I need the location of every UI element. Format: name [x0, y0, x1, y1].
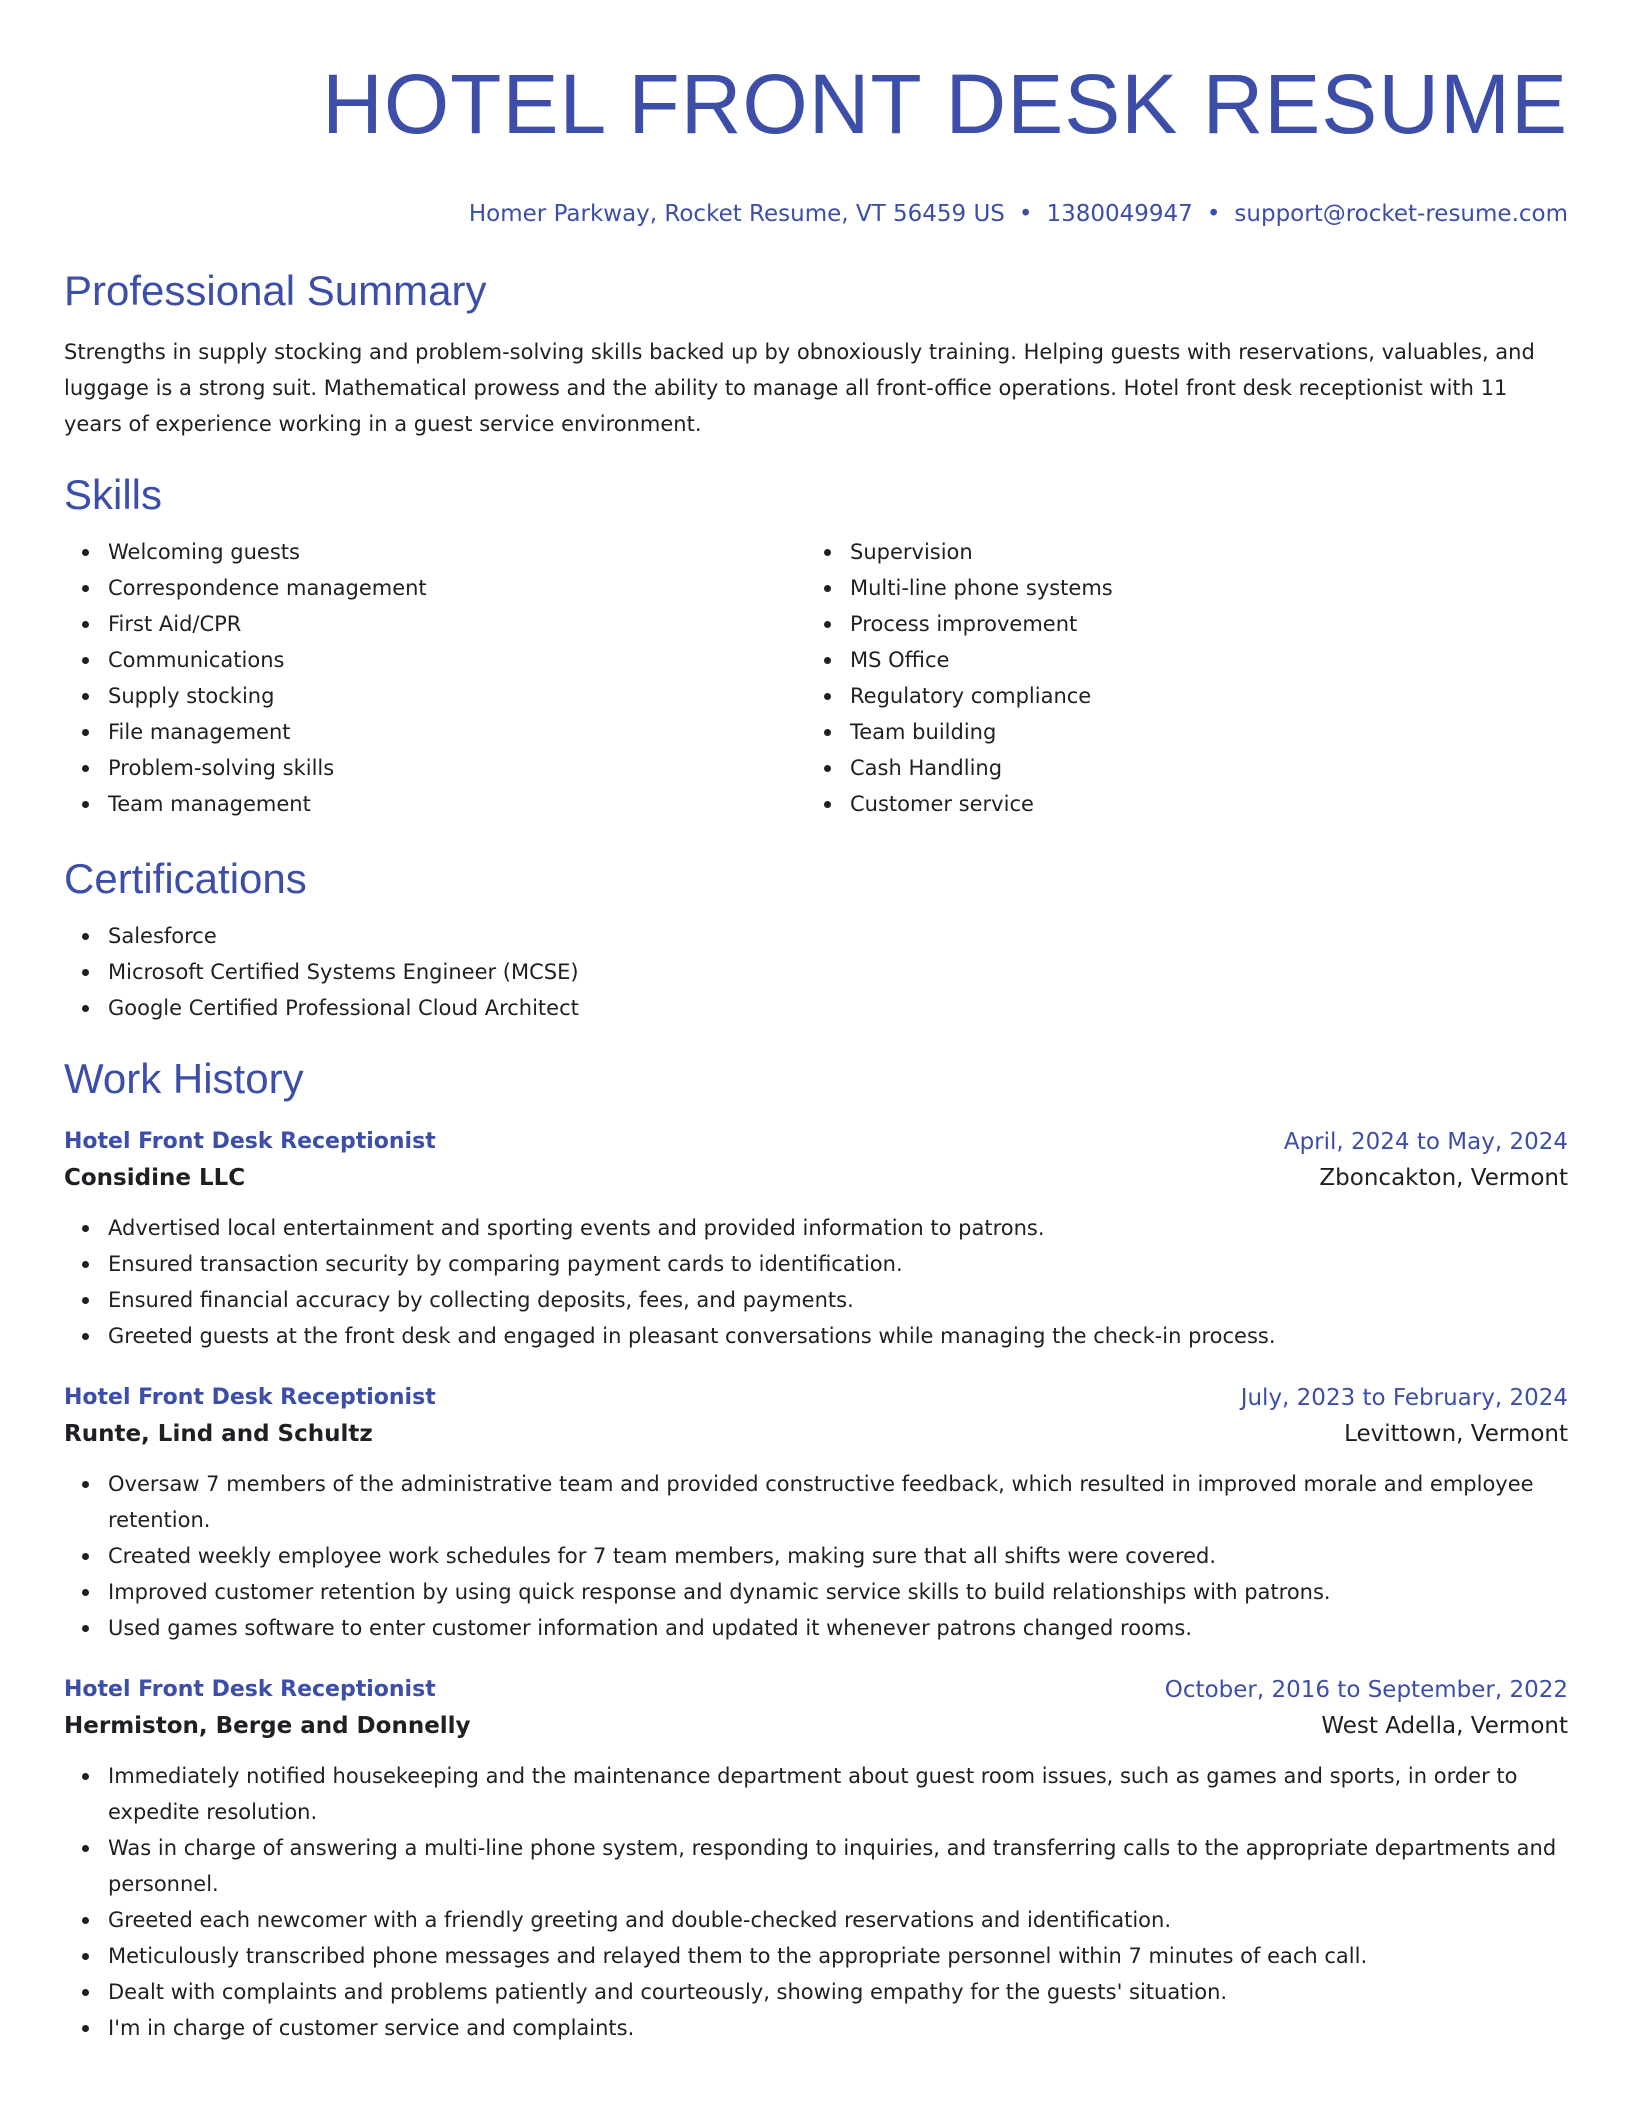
- list-item: Created weekly employee work schedules for 7 team members, making sure that all shifts were covered.: [108, 1538, 1568, 1574]
- list-item: Oversaw 7 members of the administrative team and provided constructive feedback, which resulted in improved morale and employee retention.: [108, 1466, 1568, 1538]
- job-company: Considine LLC: [64, 1165, 246, 1191]
- job-dates: July, 2023 to February, 2024: [1240, 1385, 1568, 1411]
- section-title-certifications: Certifications: [64, 855, 307, 902]
- skills-column-right: [806, 534, 1548, 822]
- list-item: Cash Handling: [850, 750, 1548, 786]
- list-item: Process improvement: [850, 606, 1548, 642]
- resume-title: HOTEL FRONT DESK RESUME: [322, 57, 1568, 151]
- list-item: Dealt with complaints and problems patiently and courteously, showing empathy for the guests' situation.: [108, 1974, 1568, 2010]
- job-company: Hermiston, Berge and Donnelly: [64, 1713, 471, 1739]
- job-company-row: [64, 1414, 1568, 1454]
- skills-grid: [64, 534, 1568, 822]
- list-item: Communications: [108, 642, 806, 678]
- skills-list-right: [806, 534, 1548, 822]
- job-company-row: [64, 1706, 1568, 1746]
- contact-address: Homer Parkway, Rocket Resume, VT 56459 US: [468, 201, 1005, 227]
- list-item: Team building: [850, 714, 1548, 750]
- list-item: Microsoft Certified Systems Engineer (MCSE): [108, 954, 1568, 990]
- job-title: Hotel Front Desk Receptionist: [64, 1129, 436, 1154]
- list-item: I'm in charge of customer service and complaints.: [108, 2010, 1568, 2046]
- job-entry: [64, 1382, 1568, 1646]
- list-item: Improved customer retention by using quick response and dynamic service skills to build relationships with patrons.: [108, 1574, 1568, 1610]
- job-header-row: [64, 1382, 1568, 1414]
- job-title: Hotel Front Desk Receptionist: [64, 1385, 436, 1410]
- contact-line: [64, 198, 1568, 230]
- skills-column-left: [64, 534, 806, 822]
- list-item: Google Certified Professional Cloud Architect: [108, 990, 1568, 1026]
- certifications-list: [64, 918, 1568, 1026]
- summary-text: Strengths in supply stocking and problem-solving skills backed up by obnoxiously training. Helping guests with reservations, valuables, and luggage is a strong suit. Mathematical prowess and the ability to manage all front-office operations. Hotel front desk receptionist with 11 years of experience working in a guest service environment.: [64, 340, 1535, 436]
- list-item: Greeted guests at the front desk and engaged in pleasant conversations while managing the check-in process.: [108, 1318, 1568, 1354]
- job-header-row: [64, 1674, 1568, 1706]
- job-entry: [64, 1126, 1568, 1354]
- contact-email: support@rocket-resume.com: [1234, 201, 1568, 227]
- list-item: Ensured financial accuracy by collecting deposits, fees, and payments.: [108, 1282, 1568, 1318]
- list-item: Multi-line phone systems: [850, 570, 1548, 606]
- list-item: Ensured transaction security by comparing payment cards to identification.: [108, 1246, 1568, 1282]
- list-item: Was in charge of answering a multi-line phone system, responding to inquiries, and transferring calls to the appropriate departments and personnel.: [108, 1830, 1568, 1902]
- job-location: Zboncakton, Vermont: [1319, 1165, 1568, 1191]
- job-bullets: [64, 1758, 1568, 2046]
- job-dates: April, 2024 to May, 2024: [1283, 1129, 1568, 1155]
- section-title-summary: Professional Summary: [64, 267, 487, 314]
- list-item: Correspondence management: [108, 570, 806, 606]
- list-item: Supply stocking: [108, 678, 806, 714]
- list-item: Customer service: [850, 786, 1548, 822]
- job-location: West Adella, Vermont: [1321, 1713, 1568, 1739]
- list-item: Advertised local entertainment and sporting events and provided information to patrons.: [108, 1210, 1568, 1246]
- job-title: Hotel Front Desk Receptionist: [64, 1677, 436, 1702]
- list-item: Supervision: [850, 534, 1548, 570]
- job-bullets: [64, 1466, 1568, 1646]
- skills-list-left: [64, 534, 806, 822]
- job-header-row: [64, 1126, 1568, 1158]
- list-item: Greeted each newcomer with a friendly greeting and double-checked reservations and identification.: [108, 1902, 1568, 1938]
- section-title-skills: Skills: [64, 471, 163, 518]
- list-item: Salesforce: [108, 918, 1568, 954]
- job-company-row: [64, 1158, 1568, 1198]
- list-item: MS Office: [850, 642, 1548, 678]
- list-item: File management: [108, 714, 806, 750]
- list-item: Used games software to enter customer information and updated it whenever patrons changed rooms.: [108, 1610, 1568, 1646]
- list-item: Problem-solving skills: [108, 750, 806, 786]
- list-item: First Aid/CPR: [108, 606, 806, 642]
- job-location: Levittown, Vermont: [1344, 1421, 1568, 1447]
- section-title-work-history: Work History: [64, 1055, 304, 1102]
- list-item: Meticulously transcribed phone messages and relayed them to the appropriate personnel within 7 minutes of each call.: [108, 1938, 1568, 1974]
- contact-separator: •: [1018, 201, 1033, 227]
- contact-separator: •: [1206, 201, 1221, 227]
- job-bullets: [64, 1210, 1568, 1354]
- contact-phone: 1380049947: [1046, 201, 1193, 227]
- list-item: Welcoming guests: [108, 534, 806, 570]
- list-item: Team management: [108, 786, 806, 822]
- job-company: Runte, Lind and Schultz: [64, 1421, 373, 1447]
- job-entry: [64, 1674, 1568, 2046]
- list-item: Immediately notified housekeeping and the maintenance department about guest room issues, such as games and sports, in order to expedite resolution.: [108, 1758, 1568, 1830]
- list-item: Regulatory compliance: [850, 678, 1548, 714]
- job-dates: October, 2016 to September, 2022: [1164, 1677, 1568, 1703]
